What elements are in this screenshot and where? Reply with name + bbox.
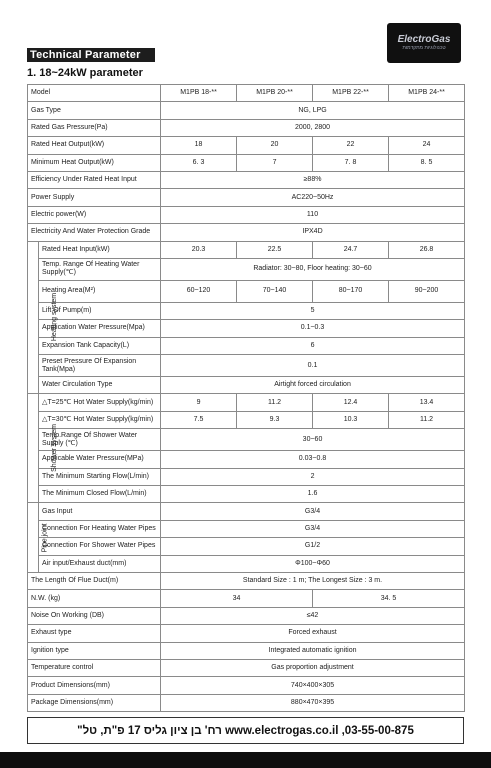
value-cell: 20.3 bbox=[161, 241, 237, 258]
value-cell: Gas proportion adjustment bbox=[161, 659, 465, 676]
value-cell: 10.3 bbox=[313, 411, 389, 428]
row-label: Efficiency Under Rated Heat Input bbox=[28, 171, 161, 188]
value-cell: IPX4D bbox=[161, 224, 465, 241]
row-label: Exhaust type bbox=[28, 625, 161, 642]
value-cell: 7.5 bbox=[161, 411, 237, 428]
value-cell: 740×400×305 bbox=[161, 677, 465, 694]
table-row bbox=[28, 677, 465, 694]
contact-footer bbox=[27, 717, 464, 744]
table-row bbox=[28, 241, 465, 258]
table-row bbox=[28, 280, 465, 302]
table-row bbox=[28, 468, 465, 485]
bottom-bar bbox=[0, 752, 491, 768]
value-cell: 0.1 bbox=[161, 355, 465, 377]
table-row bbox=[28, 154, 465, 171]
section-title: Technical Parameter bbox=[27, 48, 155, 62]
brand-logo bbox=[387, 23, 461, 63]
value-cell: 1.6 bbox=[161, 486, 465, 503]
value-cell: Standard Size : 1 m; The Longest Size : 3 m. bbox=[161, 572, 465, 589]
value-cell: 34 bbox=[161, 590, 313, 607]
table-row bbox=[28, 659, 465, 676]
value-cell: G3/4 bbox=[161, 520, 465, 537]
row-label: Rated Gas Pressure(Pa) bbox=[28, 119, 161, 136]
table-row bbox=[28, 607, 465, 624]
row-label: The Length Of Flue Duct(m) bbox=[28, 572, 161, 589]
value-cell: 2 bbox=[161, 468, 465, 485]
row-label: Ignition type bbox=[28, 642, 161, 659]
value-cell: 26.8 bbox=[389, 241, 465, 258]
table-row bbox=[28, 137, 465, 154]
value-cell: 13.4 bbox=[389, 394, 465, 411]
logo-tagline: טכנולוגיות מתקדמות bbox=[402, 45, 446, 51]
value-cell: Φ100~Φ60 bbox=[161, 555, 465, 572]
value-cell: Radiator: 30~80, Floor heating: 30~60 bbox=[161, 258, 465, 280]
row-label: Electric power(W) bbox=[28, 206, 161, 223]
value-cell: ≤42 bbox=[161, 607, 465, 624]
table-row bbox=[28, 119, 465, 136]
value-cell: 70~140 bbox=[237, 280, 313, 302]
table-row bbox=[28, 451, 465, 468]
value-cell: 24.7 bbox=[313, 241, 389, 258]
table-row bbox=[28, 394, 465, 411]
group-label: Pipe joint bbox=[41, 523, 49, 553]
spec-table bbox=[27, 84, 465, 712]
pipe-joint-group bbox=[28, 503, 49, 573]
row-label: N.W. (kg) bbox=[28, 590, 161, 607]
value-cell: 22 bbox=[313, 137, 389, 154]
row-label: Expansion Tank Capacity(L) bbox=[39, 337, 161, 354]
value-cell: 20 bbox=[237, 137, 313, 154]
model-cell: M1PB 18-** bbox=[161, 85, 237, 102]
table-row bbox=[28, 625, 465, 642]
table-row bbox=[28, 189, 465, 206]
table-row bbox=[28, 520, 465, 537]
table-row bbox=[28, 377, 465, 394]
row-label: Rated Heat Input(kW) bbox=[39, 241, 161, 258]
value-cell: 80~170 bbox=[313, 280, 389, 302]
value-cell: 11.2 bbox=[237, 394, 313, 411]
contact-text: www.electrogas.co.il ,03-55-00-875 רח' בן ציון גליס 17 פ"ת, טל" bbox=[77, 724, 414, 737]
row-label: Air input/Exhaust duct(mm) bbox=[39, 555, 161, 572]
page-subtitle: 1. 18~24kW parameter bbox=[27, 67, 143, 79]
table-row bbox=[28, 320, 465, 337]
value-cell: Airtight forced circulation bbox=[161, 377, 465, 394]
row-label: The Minimum Closed Flow(L/min) bbox=[39, 486, 161, 503]
row-label: Product Dimensions(mm) bbox=[28, 677, 161, 694]
row-label: Gas Type bbox=[28, 102, 161, 119]
table-row bbox=[28, 171, 465, 188]
row-label: Water Circulation Type bbox=[39, 377, 161, 394]
row-label: Power Supply bbox=[28, 189, 161, 206]
value-cell: 5 bbox=[161, 302, 465, 319]
table-row bbox=[28, 85, 465, 102]
value-cell: 880×470×395 bbox=[161, 694, 465, 711]
table-row bbox=[28, 555, 465, 572]
table-row bbox=[28, 642, 465, 659]
row-label: △T=25℃ Hot Water Supply(kg/min) bbox=[39, 394, 161, 411]
logo-text: ElectroGas bbox=[397, 34, 451, 45]
row-label: Heating Area(M²) bbox=[39, 280, 161, 302]
row-label: Application Water Pressure(Mpa) bbox=[39, 320, 161, 337]
row-label: Temperature control bbox=[28, 659, 161, 676]
table-row bbox=[28, 429, 465, 451]
value-cell: Integrated automatic ignition bbox=[161, 642, 465, 659]
table-row bbox=[28, 102, 465, 119]
table-row bbox=[28, 503, 465, 520]
value-cell: 18 bbox=[161, 137, 237, 154]
heating-system-group bbox=[28, 241, 59, 394]
group-label: Shower system bbox=[50, 424, 58, 473]
row-label: Connection For Shower Water Pipes bbox=[39, 538, 161, 555]
value-cell: 9 bbox=[161, 394, 237, 411]
value-cell: 60~120 bbox=[161, 280, 237, 302]
table-row bbox=[28, 224, 465, 241]
value-cell: 12.4 bbox=[313, 394, 389, 411]
table-row bbox=[28, 206, 465, 223]
value-cell: 7 bbox=[237, 154, 313, 171]
model-cell: M1PB 24-** bbox=[389, 85, 465, 102]
value-cell: 11.2 bbox=[389, 411, 465, 428]
table-row bbox=[28, 411, 465, 428]
value-cell: G3/4 bbox=[161, 503, 465, 520]
table-row bbox=[28, 538, 465, 555]
table-row bbox=[28, 337, 465, 354]
table-row bbox=[28, 486, 465, 503]
value-cell: 0.03~0.8 bbox=[161, 451, 465, 468]
value-cell: 0.1~0.3 bbox=[161, 320, 465, 337]
value-cell: 6 bbox=[161, 337, 465, 354]
value-cell: 90~200 bbox=[389, 280, 465, 302]
row-label: Rated Heat Output(kW) bbox=[28, 137, 161, 154]
value-cell: 6. 3 bbox=[161, 154, 237, 171]
row-label: Temp. Range Of Heating Water Supply(℃) bbox=[39, 258, 161, 280]
shower-system-group bbox=[28, 394, 58, 503]
table-row bbox=[28, 572, 465, 589]
value-cell: 22.5 bbox=[237, 241, 313, 258]
table-row bbox=[28, 694, 465, 711]
value-cell: 30~60 bbox=[161, 429, 465, 451]
value-cell: ≥88% bbox=[161, 171, 465, 188]
value-cell: 2000, 2800 bbox=[161, 119, 465, 136]
row-label: Noise On Working (DB) bbox=[28, 607, 161, 624]
value-cell: Forced exhaust bbox=[161, 625, 465, 642]
model-cell: M1PB 20-** bbox=[237, 85, 313, 102]
table-row bbox=[28, 355, 465, 377]
value-cell: 24 bbox=[389, 137, 465, 154]
row-label: △T=30℃ Hot Water Supply(kg/min) bbox=[39, 411, 161, 428]
row-label: Minimum Heat Output(kW) bbox=[28, 154, 161, 171]
value-cell: G1/2 bbox=[161, 538, 465, 555]
row-label: Model bbox=[28, 85, 161, 102]
row-label: Temp.Range Of Shower Water Supply (℃) bbox=[39, 429, 161, 451]
row-label: Package Dimensions(mm) bbox=[28, 694, 161, 711]
group-label: Heating system bbox=[51, 293, 59, 342]
row-label: Connection For Heating Water Pipes bbox=[39, 520, 161, 537]
value-cell: 34. 5 bbox=[313, 590, 465, 607]
row-label: Lift Of Pump(m) bbox=[39, 302, 161, 319]
table-row bbox=[28, 258, 465, 280]
row-label: Gas Input bbox=[39, 503, 161, 520]
model-cell: M1PB 22-** bbox=[313, 85, 389, 102]
row-label: Applicable Water Pressure(MPa) bbox=[39, 451, 161, 468]
value-cell: NG, LPG bbox=[161, 102, 465, 119]
row-label: The Minimum Starting Flow(L/min) bbox=[39, 468, 161, 485]
row-label: Electricity And Water Protection Grade bbox=[28, 224, 161, 241]
value-cell: 7. 8 bbox=[313, 154, 389, 171]
row-label: Preset Pressure Of Expansion Tank(Mpa) bbox=[39, 355, 161, 377]
value-cell: 110 bbox=[161, 206, 465, 223]
value-cell: AC220~50Hz bbox=[161, 189, 465, 206]
value-cell: 8. 5 bbox=[389, 154, 465, 171]
table-row bbox=[28, 590, 465, 607]
table-row bbox=[28, 302, 465, 319]
value-cell: 9.3 bbox=[237, 411, 313, 428]
